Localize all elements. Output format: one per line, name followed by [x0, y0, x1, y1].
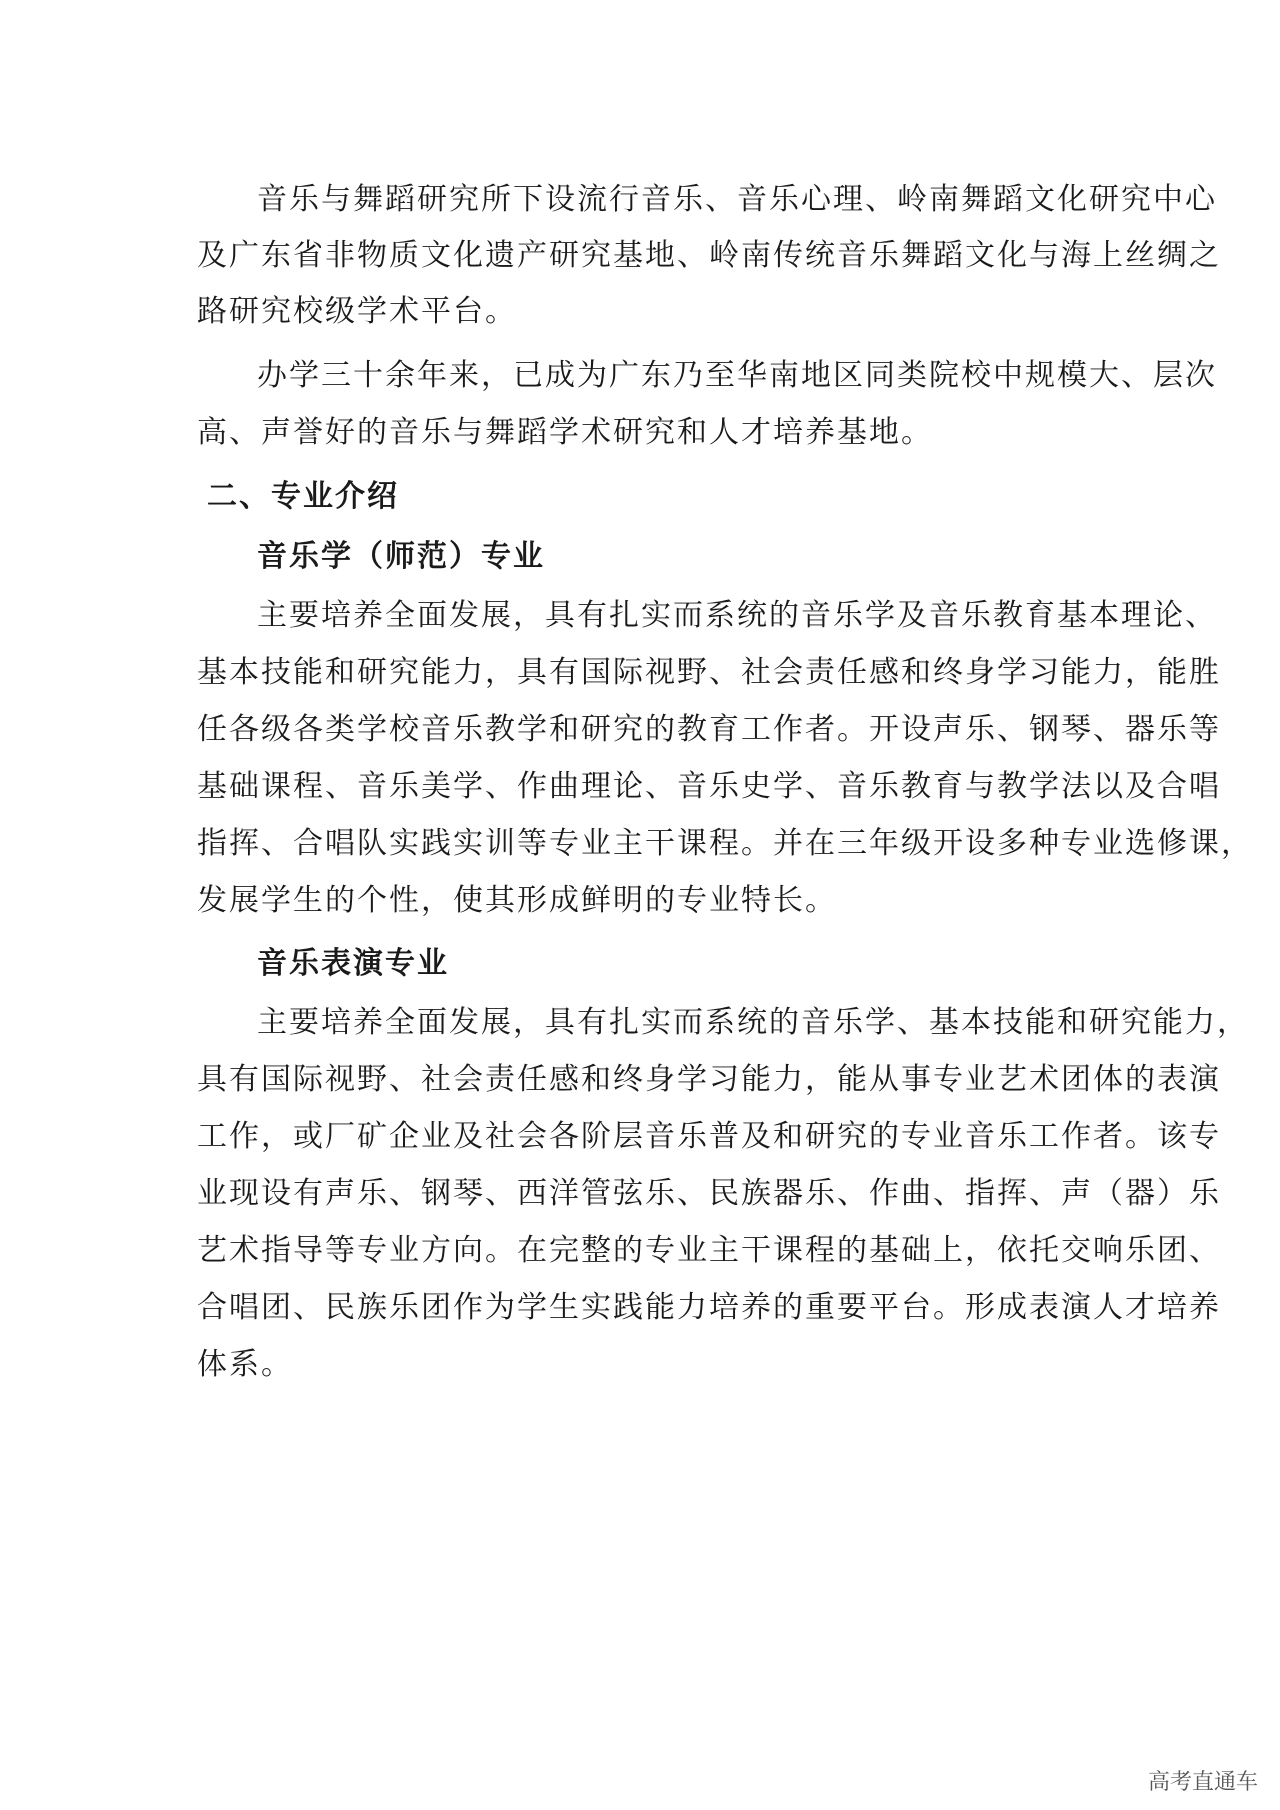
paragraph-line: 艺术指导等专业方向。在完整的专业主干课程的基础上，依托交响乐团、	[197, 1233, 1221, 1268]
subsection-heading: 音乐学（师范）专业	[257, 539, 545, 574]
paragraph-line: 发展学生的个性，使其形成鲜明的专业特长。	[197, 883, 837, 918]
paragraph-line: 主要培养全面发展，具有扎实而系统的音乐学、基本技能和研究能力，	[257, 1005, 1249, 1040]
paragraph-line: 工作，或厂矿企业及社会各阶层音乐普及和研究的专业音乐工作者。该专	[197, 1119, 1221, 1154]
subsection-heading: 音乐表演专业	[257, 946, 449, 981]
paragraph-line: 基础课程、音乐美学、作曲理论、音乐史学、音乐教育与教学法以及合唱	[197, 769, 1221, 804]
paragraph-line: 基本技能和研究能力，具有国际视野、社会责任感和终身学习能力，能胜	[197, 655, 1221, 690]
paragraph-line: 及广东省非物质文化遗产研究基地、岭南传统音乐舞蹈文化与海上丝绸之	[197, 238, 1221, 273]
paragraph-line: 具有国际视野、社会责任感和终身学习能力，能从事专业艺术团体的表演	[197, 1062, 1221, 1097]
paragraph-line: 高、声誉好的音乐与舞蹈学术研究和人才培养基地。	[197, 415, 933, 450]
section-heading: 二、专业介绍	[207, 479, 399, 514]
paragraph-line: 任各级各类学校音乐教学和研究的教育工作者。开设声乐、钢琴、器乐等	[197, 712, 1221, 747]
paragraph-line: 合唱团、民族乐团作为学生实践能力培养的重要平台。形成表演人才培养	[197, 1290, 1221, 1325]
watermark-text: 高考直通车	[1147, 1770, 1258, 1795]
paragraph-line: 业现设有声乐、钢琴、西洋管弦乐、民族器乐、作曲、指挥、声（器）乐	[197, 1176, 1221, 1211]
paragraph-line: 路研究校级学术平台。	[197, 294, 517, 329]
paragraph-line: 体系。	[197, 1347, 293, 1382]
paragraph-line: 办学三十余年来，已成为广东乃至华南地区同类院校中规模大、层次	[257, 358, 1217, 393]
paragraph-line: 音乐与舞蹈研究所下设流行音乐、音乐心理、岭南舞蹈文化研究中心	[257, 182, 1217, 217]
paragraph-line: 指挥、合唱队实践实训等专业主干课程。并在三年级开设多种专业选修课，	[197, 826, 1253, 861]
paragraph-line: 主要培养全面发展，具有扎实而系统的音乐学及音乐教育基本理论、	[257, 598, 1217, 633]
